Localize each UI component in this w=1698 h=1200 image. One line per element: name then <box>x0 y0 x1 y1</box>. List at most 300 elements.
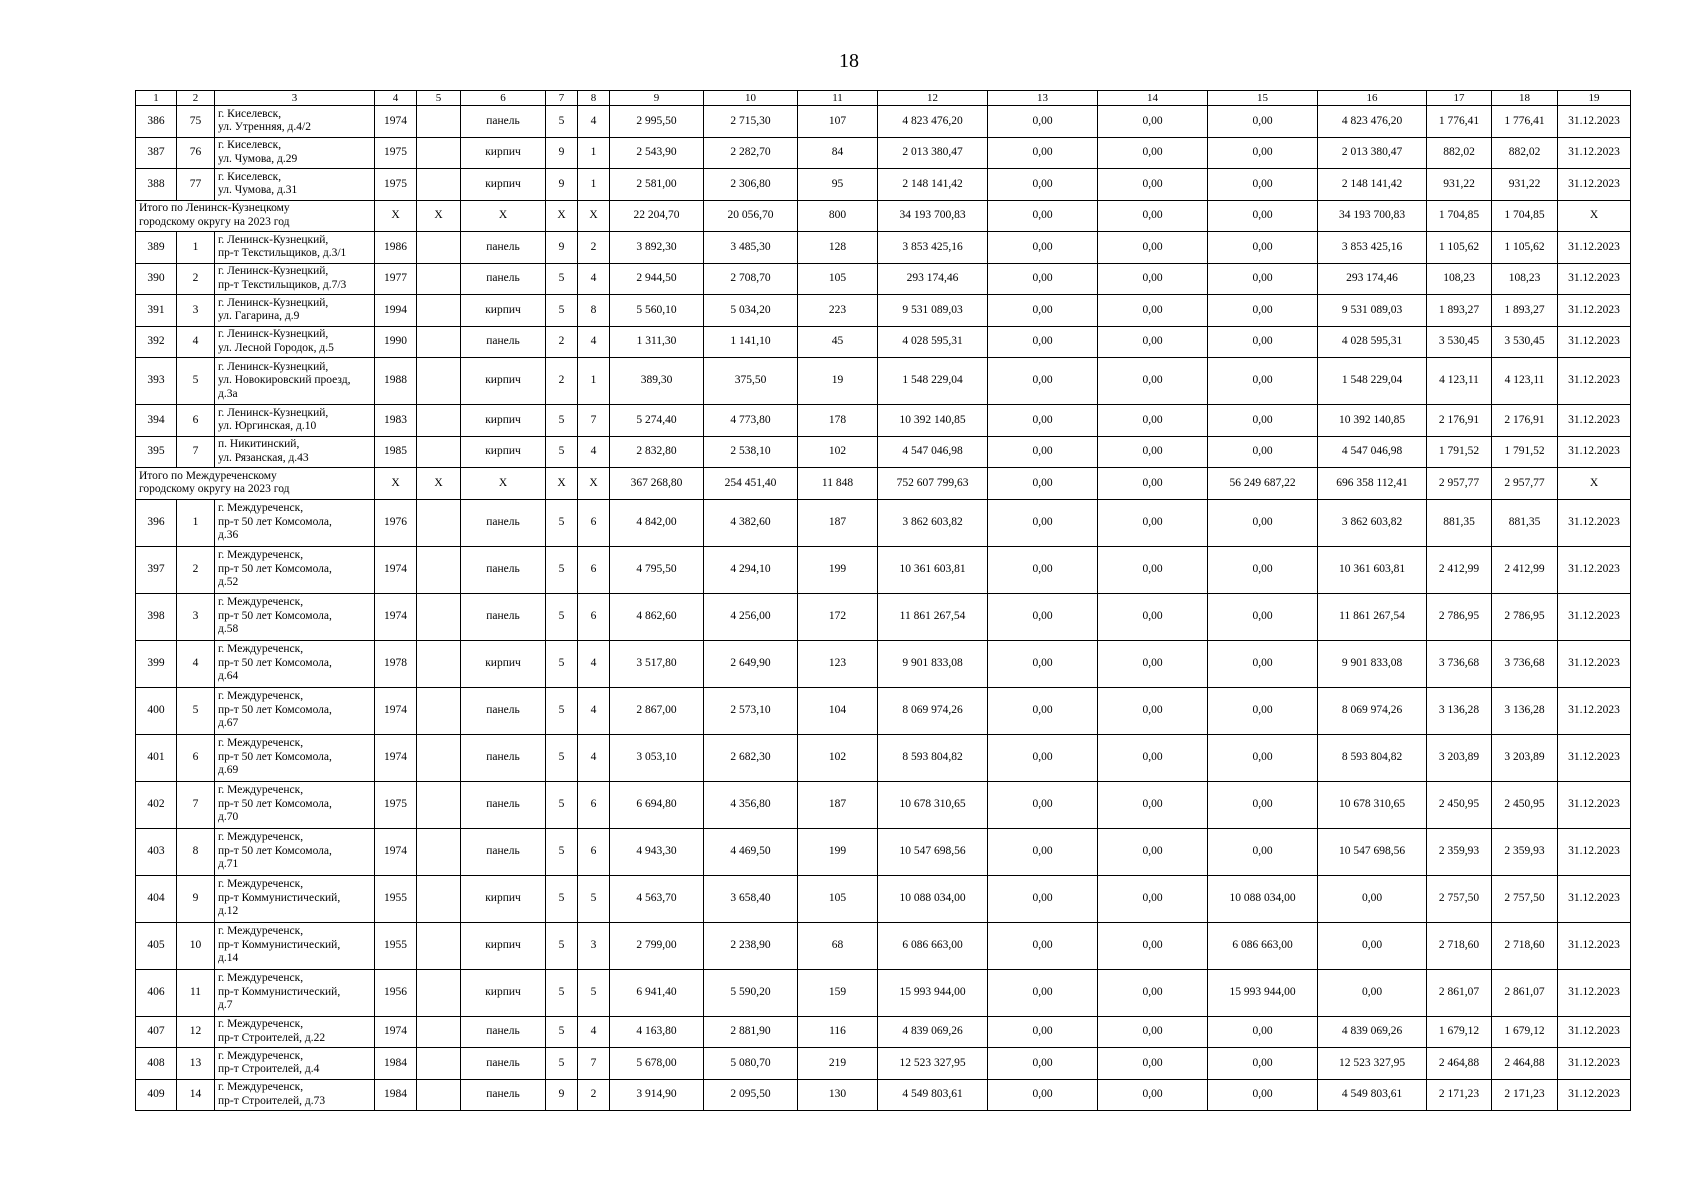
table-cell-col-9: 2 995,50 <box>610 106 704 138</box>
subtotal-cell-col-16: 34 193 700,83 <box>1318 200 1427 232</box>
table-cell-col-1: 402 <box>136 781 177 828</box>
address-cell: г. Междуреченск, пр-т Коммунистический, д.14 <box>215 922 375 969</box>
table-cell-col-5 <box>417 1048 461 1080</box>
table-cell-col-6: кирпич <box>461 405 546 437</box>
table-cell-col-2: 14 <box>177 1079 215 1111</box>
table-cell-col-11: 159 <box>798 969 878 1016</box>
table-cell-col-8: 4 <box>578 436 610 468</box>
table-cell-col-1: 393 <box>136 358 177 405</box>
table-cell-col-19: 31.12.2023 <box>1558 169 1631 201</box>
table-cell-col-19: 31.12.2023 <box>1558 295 1631 327</box>
table-cell-col-14: 0,00 <box>1098 405 1208 437</box>
table-cell-col-5 <box>417 734 461 781</box>
table-cell-col-6: кирпич <box>461 875 546 922</box>
table-cell-col-1: 398 <box>136 593 177 640</box>
table-cell-col-4: 1984 <box>375 1079 417 1111</box>
table-cell-col-16: 10 678 310,65 <box>1318 781 1427 828</box>
table-cell-col-11: 199 <box>798 828 878 875</box>
table-cell-col-13: 0,00 <box>988 546 1098 593</box>
table-cell-col-19: 31.12.2023 <box>1558 358 1631 405</box>
table-cell-col-5 <box>417 263 461 295</box>
table-cell-col-6: кирпич <box>461 137 546 169</box>
table-cell-col-11: 95 <box>798 169 878 201</box>
table-cell-col-8: 1 <box>578 137 610 169</box>
table-cell-col-7: 2 <box>546 358 578 405</box>
table-cell-col-17: 2 412,99 <box>1427 546 1492 593</box>
table-cell-col-12: 12 523 327,95 <box>878 1048 988 1080</box>
table-cell-col-1: 392 <box>136 326 177 358</box>
table-cell-col-14: 0,00 <box>1098 734 1208 781</box>
table-cell-col-8: 6 <box>578 499 610 546</box>
table-cell-col-15: 0,00 <box>1208 640 1318 687</box>
table-cell-col-10: 5 080,70 <box>704 1048 798 1080</box>
table-cell-col-1: 409 <box>136 1079 177 1111</box>
table-cell-col-18: 1 893,27 <box>1492 295 1558 327</box>
table-cell-col-5 <box>417 875 461 922</box>
table-cell-col-4: 1984 <box>375 1048 417 1080</box>
table-cell-col-18: 3 736,68 <box>1492 640 1558 687</box>
table-cell-col-17: 2 464,88 <box>1427 1048 1492 1080</box>
table-cell-col-19: 31.12.2023 <box>1558 687 1631 734</box>
table-cell-col-15: 0,00 <box>1208 593 1318 640</box>
table-cell-col-19: 31.12.2023 <box>1558 1079 1631 1111</box>
table-cell-col-16: 9 531 089,03 <box>1318 295 1427 327</box>
table-cell-col-13: 0,00 <box>988 169 1098 201</box>
table-cell-col-2: 12 <box>177 1016 215 1048</box>
table-cell-col-4: 1976 <box>375 499 417 546</box>
table-cell-col-2: 9 <box>177 875 215 922</box>
table-cell-col-4: 1974 <box>375 828 417 875</box>
address-cell: г. Ленинск-Кузнецкий, ул. Юргинская, д.10 <box>215 405 375 437</box>
table-cell-col-6: кирпич <box>461 358 546 405</box>
table-cell-col-2: 77 <box>177 169 215 201</box>
table-cell-col-11: 128 <box>798 232 878 264</box>
table-cell-col-15: 10 088 034,00 <box>1208 875 1318 922</box>
table-cell-col-8: 2 <box>578 1079 610 1111</box>
table-cell-col-13: 0,00 <box>988 875 1098 922</box>
table-cell-col-1: 391 <box>136 295 177 327</box>
table-row <box>136 781 1631 828</box>
table-cell-col-14: 0,00 <box>1098 232 1208 264</box>
table-cell-col-15: 0,00 <box>1208 358 1318 405</box>
table-cell-col-14: 0,00 <box>1098 169 1208 201</box>
table-cell-col-2: 5 <box>177 358 215 405</box>
table-cell-col-11: 130 <box>798 1079 878 1111</box>
address-cell: г. Междуреченск, пр-т 50 лет Комсомола, д.64 <box>215 640 375 687</box>
table-cell-col-19: 31.12.2023 <box>1558 640 1631 687</box>
table-cell-col-11: 45 <box>798 326 878 358</box>
subtotal-cell-col-19: X <box>1558 468 1631 500</box>
table-row <box>136 499 1631 546</box>
table-row <box>136 734 1631 781</box>
subtotal-cell-col-4: X <box>375 200 417 232</box>
table-cell-col-19: 31.12.2023 <box>1558 232 1631 264</box>
table-cell-col-9: 4 795,50 <box>610 546 704 593</box>
table-cell-col-13: 0,00 <box>988 106 1098 138</box>
table-row <box>136 828 1631 875</box>
table-cell-col-13: 0,00 <box>988 922 1098 969</box>
table-cell-col-2: 11 <box>177 969 215 1016</box>
table-cell-col-12: 6 086 663,00 <box>878 922 988 969</box>
table-cell-col-6: панель <box>461 687 546 734</box>
table-cell-col-15: 0,00 <box>1208 232 1318 264</box>
table-cell-col-5 <box>417 922 461 969</box>
table-cell-col-8: 4 <box>578 734 610 781</box>
table-cell-col-17: 1 776,41 <box>1427 106 1492 138</box>
table-row <box>136 969 1631 1016</box>
table-cell-col-6: кирпич <box>461 969 546 1016</box>
table-cell-col-11: 107 <box>798 106 878 138</box>
table-cell-col-9: 2 799,00 <box>610 922 704 969</box>
table-cell-col-6: панель <box>461 1048 546 1080</box>
table-cell-col-1: 406 <box>136 969 177 1016</box>
table-cell-col-9: 1 311,30 <box>610 326 704 358</box>
subtotal-cell-col-5: X <box>417 200 461 232</box>
table-cell-col-16: 4 823 476,20 <box>1318 106 1427 138</box>
table-cell-col-8: 6 <box>578 781 610 828</box>
table-cell-col-14: 0,00 <box>1098 922 1208 969</box>
table-cell-col-14: 0,00 <box>1098 137 1208 169</box>
table-cell-col-7: 5 <box>546 781 578 828</box>
table-cell-col-4: 1986 <box>375 232 417 264</box>
column-header-12: 12 <box>878 91 988 106</box>
subtotal-cell-col-15: 0,00 <box>1208 200 1318 232</box>
column-header-16: 16 <box>1318 91 1427 106</box>
table-row <box>136 326 1631 358</box>
table-cell-col-16: 4 547 046,98 <box>1318 436 1427 468</box>
table-cell-col-2: 4 <box>177 326 215 358</box>
table-cell-col-6: панель <box>461 1079 546 1111</box>
table-cell-col-7: 9 <box>546 137 578 169</box>
table-cell-col-7: 2 <box>546 326 578 358</box>
column-number-header-row <box>136 91 1631 106</box>
table-cell-col-2: 4 <box>177 640 215 687</box>
address-cell: г. Киселевск, ул. Чумова, д.29 <box>215 137 375 169</box>
table-cell-col-17: 1 791,52 <box>1427 436 1492 468</box>
table-cell-col-19: 31.12.2023 <box>1558 781 1631 828</box>
table-cell-col-16: 0,00 <box>1318 875 1427 922</box>
address-cell: г. Междуреченск, пр-т Коммунистический, д.7 <box>215 969 375 1016</box>
table-cell-col-8: 4 <box>578 1016 610 1048</box>
table-cell-col-5 <box>417 828 461 875</box>
table-cell-col-1: 407 <box>136 1016 177 1048</box>
table-cell-col-6: кирпич <box>461 922 546 969</box>
table-cell-col-7: 5 <box>546 1048 578 1080</box>
table-cell-col-13: 0,00 <box>988 499 1098 546</box>
table-cell-col-19: 31.12.2023 <box>1558 546 1631 593</box>
table-cell-col-15: 0,00 <box>1208 828 1318 875</box>
table-cell-col-15: 0,00 <box>1208 326 1318 358</box>
table-cell-col-8: 6 <box>578 593 610 640</box>
table-cell-col-9: 4 163,80 <box>610 1016 704 1048</box>
table-cell-col-16: 3 853 425,16 <box>1318 232 1427 264</box>
table-cell-col-7: 9 <box>546 232 578 264</box>
table-cell-col-17: 2 757,50 <box>1427 875 1492 922</box>
table-cell-col-12: 10 678 310,65 <box>878 781 988 828</box>
table-cell-col-5 <box>417 593 461 640</box>
table-cell-col-12: 8 593 804,82 <box>878 734 988 781</box>
table-cell-col-10: 3 658,40 <box>704 875 798 922</box>
table-cell-col-17: 2 861,07 <box>1427 969 1492 1016</box>
table-cell-col-5 <box>417 358 461 405</box>
table-cell-col-13: 0,00 <box>988 640 1098 687</box>
table-cell-col-12: 10 547 698,56 <box>878 828 988 875</box>
table-cell-col-6: кирпич <box>461 640 546 687</box>
table-cell-col-7: 5 <box>546 499 578 546</box>
table-cell-col-16: 10 547 698,56 <box>1318 828 1427 875</box>
table-cell-col-2: 6 <box>177 405 215 437</box>
table-cell-col-7: 5 <box>546 922 578 969</box>
subtotal-cell-col-10: 254 451,40 <box>704 468 798 500</box>
table-cell-col-2: 3 <box>177 295 215 327</box>
table-row <box>136 1048 1631 1080</box>
table-cell-col-2: 8 <box>177 828 215 875</box>
table-cell-col-7: 9 <box>546 169 578 201</box>
address-cell: г. Междуреченск, пр-т 50 лет Комсомола, д.71 <box>215 828 375 875</box>
table-cell-col-14: 0,00 <box>1098 1048 1208 1080</box>
table-cell-col-5 <box>417 640 461 687</box>
address-cell: г. Ленинск-Кузнецкий, ул. Гагарина, д.9 <box>215 295 375 327</box>
table-cell-col-4: 1983 <box>375 405 417 437</box>
table-cell-col-12: 4 547 046,98 <box>878 436 988 468</box>
table-cell-col-7: 5 <box>546 875 578 922</box>
address-cell: г. Междуреченск, пр-т Коммунистический, д.12 <box>215 875 375 922</box>
column-header-18: 18 <box>1492 91 1558 106</box>
table-cell-col-17: 881,35 <box>1427 499 1492 546</box>
address-cell: г. Ленинск-Кузнецкий, ул. Новокировский проезд, д.3а <box>215 358 375 405</box>
table-row <box>136 405 1631 437</box>
table-cell-col-10: 2 095,50 <box>704 1079 798 1111</box>
table-row <box>136 436 1631 468</box>
table-cell-col-16: 293 174,46 <box>1318 263 1427 295</box>
table-cell-col-18: 1 679,12 <box>1492 1016 1558 1048</box>
table-cell-col-15: 6 086 663,00 <box>1208 922 1318 969</box>
table-cell-col-2: 1 <box>177 232 215 264</box>
table-row <box>136 358 1631 405</box>
table-cell-col-8: 6 <box>578 546 610 593</box>
table-cell-col-13: 0,00 <box>988 405 1098 437</box>
table-cell-col-5 <box>417 546 461 593</box>
subtotal-cell-col-9: 367 268,80 <box>610 468 704 500</box>
table-cell-col-13: 0,00 <box>988 734 1098 781</box>
table-cell-col-16: 8 069 974,26 <box>1318 687 1427 734</box>
table-cell-col-14: 0,00 <box>1098 106 1208 138</box>
table-cell-col-9: 2 867,00 <box>610 687 704 734</box>
table-cell-col-9: 5 560,10 <box>610 295 704 327</box>
table-cell-col-16: 2 013 380,47 <box>1318 137 1427 169</box>
table-cell-col-15: 0,00 <box>1208 1079 1318 1111</box>
table-cell-col-18: 1 791,52 <box>1492 436 1558 468</box>
table-cell-col-8: 7 <box>578 405 610 437</box>
table-cell-col-11: 223 <box>798 295 878 327</box>
table-cell-col-7: 5 <box>546 546 578 593</box>
table-cell-col-15: 0,00 <box>1208 263 1318 295</box>
column-header-13: 13 <box>988 91 1098 106</box>
table-cell-col-8: 4 <box>578 640 610 687</box>
table-cell-col-17: 931,22 <box>1427 169 1492 201</box>
table-cell-col-12: 4 028 595,31 <box>878 326 988 358</box>
table-cell-col-15: 0,00 <box>1208 169 1318 201</box>
table-cell-col-9: 4 943,30 <box>610 828 704 875</box>
table-cell-col-5 <box>417 405 461 437</box>
column-header-19: 19 <box>1558 91 1631 106</box>
table-cell-col-8: 1 <box>578 169 610 201</box>
table-cell-col-6: кирпич <box>461 295 546 327</box>
table-cell-col-11: 105 <box>798 263 878 295</box>
table-cell-col-16: 4 028 595,31 <box>1318 326 1427 358</box>
table-cell-col-4: 1955 <box>375 922 417 969</box>
table-cell-col-4: 1988 <box>375 358 417 405</box>
subtotal-cell-col-10: 20 056,70 <box>704 200 798 232</box>
table-cell-col-14: 0,00 <box>1098 358 1208 405</box>
table-cell-col-8: 4 <box>578 106 610 138</box>
housing-registry-table <box>135 90 1631 1111</box>
table-cell-col-6: панель <box>461 546 546 593</box>
address-cell: г. Междуреченск, пр-т 50 лет Комсомола, д.58 <box>215 593 375 640</box>
table-cell-col-5 <box>417 436 461 468</box>
table-cell-col-15: 0,00 <box>1208 781 1318 828</box>
table-row <box>136 546 1631 593</box>
table-cell-col-19: 31.12.2023 <box>1558 499 1631 546</box>
table-cell-col-6: кирпич <box>461 436 546 468</box>
table-cell-col-1: 400 <box>136 687 177 734</box>
table-cell-col-1: 397 <box>136 546 177 593</box>
table-cell-col-2: 3 <box>177 593 215 640</box>
table-cell-col-15: 0,00 <box>1208 295 1318 327</box>
subtotal-cell-col-17: 2 957,77 <box>1427 468 1492 500</box>
table-cell-col-19: 31.12.2023 <box>1558 593 1631 640</box>
table-cell-col-5 <box>417 106 461 138</box>
table-cell-col-1: 405 <box>136 922 177 969</box>
table-cell-col-11: 123 <box>798 640 878 687</box>
column-header-7: 7 <box>546 91 578 106</box>
table-cell-col-19: 31.12.2023 <box>1558 1048 1631 1080</box>
table-cell-col-11: 104 <box>798 687 878 734</box>
table-cell-col-13: 0,00 <box>988 358 1098 405</box>
table-cell-col-15: 15 993 944,00 <box>1208 969 1318 1016</box>
table-cell-col-10: 5 590,20 <box>704 969 798 1016</box>
subtotal-row <box>136 468 1631 500</box>
table-cell-col-18: 881,35 <box>1492 499 1558 546</box>
column-header-4: 4 <box>375 91 417 106</box>
table-cell-col-1: 387 <box>136 137 177 169</box>
table-cell-col-5 <box>417 781 461 828</box>
table-cell-col-7: 5 <box>546 640 578 687</box>
table-cell-col-19: 31.12.2023 <box>1558 263 1631 295</box>
table-cell-col-9: 5 274,40 <box>610 405 704 437</box>
table-cell-col-12: 1 548 229,04 <box>878 358 988 405</box>
table-cell-col-6: панель <box>461 263 546 295</box>
table-cell-col-7: 5 <box>546 405 578 437</box>
table-cell-col-9: 3 914,90 <box>610 1079 704 1111</box>
subtotal-cell-col-18: 2 957,77 <box>1492 468 1558 500</box>
table-cell-col-2: 2 <box>177 546 215 593</box>
table-cell-col-18: 4 123,11 <box>1492 358 1558 405</box>
subtotal-cell-col-8: X <box>578 200 610 232</box>
address-cell: г. Киселевск, ул. Чумова, д.31 <box>215 169 375 201</box>
table-cell-col-11: 187 <box>798 499 878 546</box>
table-cell-col-12: 11 861 267,54 <box>878 593 988 640</box>
table-cell-col-18: 931,22 <box>1492 169 1558 201</box>
table-cell-col-17: 2 171,23 <box>1427 1079 1492 1111</box>
table-cell-col-18: 2 171,23 <box>1492 1079 1558 1111</box>
table-cell-col-17: 2 176,91 <box>1427 405 1492 437</box>
subtotal-cell-col-6: X <box>461 468 546 500</box>
table-cell-col-17: 2 359,93 <box>1427 828 1492 875</box>
address-cell: г. Ленинск-Кузнецкий, пр-т Текстильщиков, д.3/1 <box>215 232 375 264</box>
table-cell-col-9: 4 563,70 <box>610 875 704 922</box>
table-cell-col-7: 5 <box>546 106 578 138</box>
table-cell-col-19: 31.12.2023 <box>1558 137 1631 169</box>
table-cell-col-18: 2 176,91 <box>1492 405 1558 437</box>
table-cell-col-16: 11 861 267,54 <box>1318 593 1427 640</box>
table-cell-col-4: 1990 <box>375 326 417 358</box>
table-cell-col-6: панель <box>461 593 546 640</box>
table-cell-col-10: 2 708,70 <box>704 263 798 295</box>
subtotal-cell-col-16: 696 358 112,41 <box>1318 468 1427 500</box>
table-cell-col-17: 2 718,60 <box>1427 922 1492 969</box>
table-cell-col-13: 0,00 <box>988 1048 1098 1080</box>
table-cell-col-8: 5 <box>578 875 610 922</box>
table-cell-col-10: 2 538,10 <box>704 436 798 468</box>
table-cell-col-13: 0,00 <box>988 687 1098 734</box>
table-cell-col-13: 0,00 <box>988 436 1098 468</box>
table-cell-col-5 <box>417 499 461 546</box>
column-header-10: 10 <box>704 91 798 106</box>
column-header-3: 3 <box>215 91 375 106</box>
table-cell-col-18: 2 450,95 <box>1492 781 1558 828</box>
table-cell-col-15: 0,00 <box>1208 1048 1318 1080</box>
table-cell-col-14: 0,00 <box>1098 436 1208 468</box>
table-cell-col-14: 0,00 <box>1098 295 1208 327</box>
table-cell-col-9: 3 053,10 <box>610 734 704 781</box>
table-cell-col-7: 5 <box>546 593 578 640</box>
table-cell-col-7: 5 <box>546 687 578 734</box>
table-cell-col-14: 0,00 <box>1098 546 1208 593</box>
table-cell-col-6: панель <box>461 499 546 546</box>
table-cell-col-13: 0,00 <box>988 969 1098 1016</box>
table-row <box>136 1079 1631 1111</box>
table-cell-col-10: 1 141,10 <box>704 326 798 358</box>
table-cell-col-11: 84 <box>798 137 878 169</box>
table-cell-col-10: 2 881,90 <box>704 1016 798 1048</box>
table-cell-col-10: 4 773,80 <box>704 405 798 437</box>
table-cell-col-14: 0,00 <box>1098 1079 1208 1111</box>
table-cell-col-2: 76 <box>177 137 215 169</box>
table-cell-col-18: 2 786,95 <box>1492 593 1558 640</box>
table-cell-col-7: 5 <box>546 828 578 875</box>
table-cell-col-14: 0,00 <box>1098 326 1208 358</box>
table-cell-col-16: 9 901 833,08 <box>1318 640 1427 687</box>
table-cell-col-8: 3 <box>578 922 610 969</box>
table-cell-col-5 <box>417 1079 461 1111</box>
table-cell-col-4: 1974 <box>375 593 417 640</box>
subtotal-cell-col-8: X <box>578 468 610 500</box>
table-cell-col-6: панель <box>461 781 546 828</box>
table-cell-col-19: 31.12.2023 <box>1558 969 1631 1016</box>
table-cell-col-5 <box>417 969 461 1016</box>
table-cell-col-14: 0,00 <box>1098 1016 1208 1048</box>
table-cell-col-2: 6 <box>177 734 215 781</box>
table-cell-col-19: 31.12.2023 <box>1558 922 1631 969</box>
table-cell-col-6: панель <box>461 1016 546 1048</box>
address-cell: г. Ленинск-Кузнецкий, ул. Лесной Городок, д.5 <box>215 326 375 358</box>
table-cell-col-12: 3 862 603,82 <box>878 499 988 546</box>
table-row <box>136 640 1631 687</box>
page-number: 18 <box>839 50 859 72</box>
table-cell-col-4: 1974 <box>375 106 417 138</box>
table-cell-col-4: 1974 <box>375 546 417 593</box>
